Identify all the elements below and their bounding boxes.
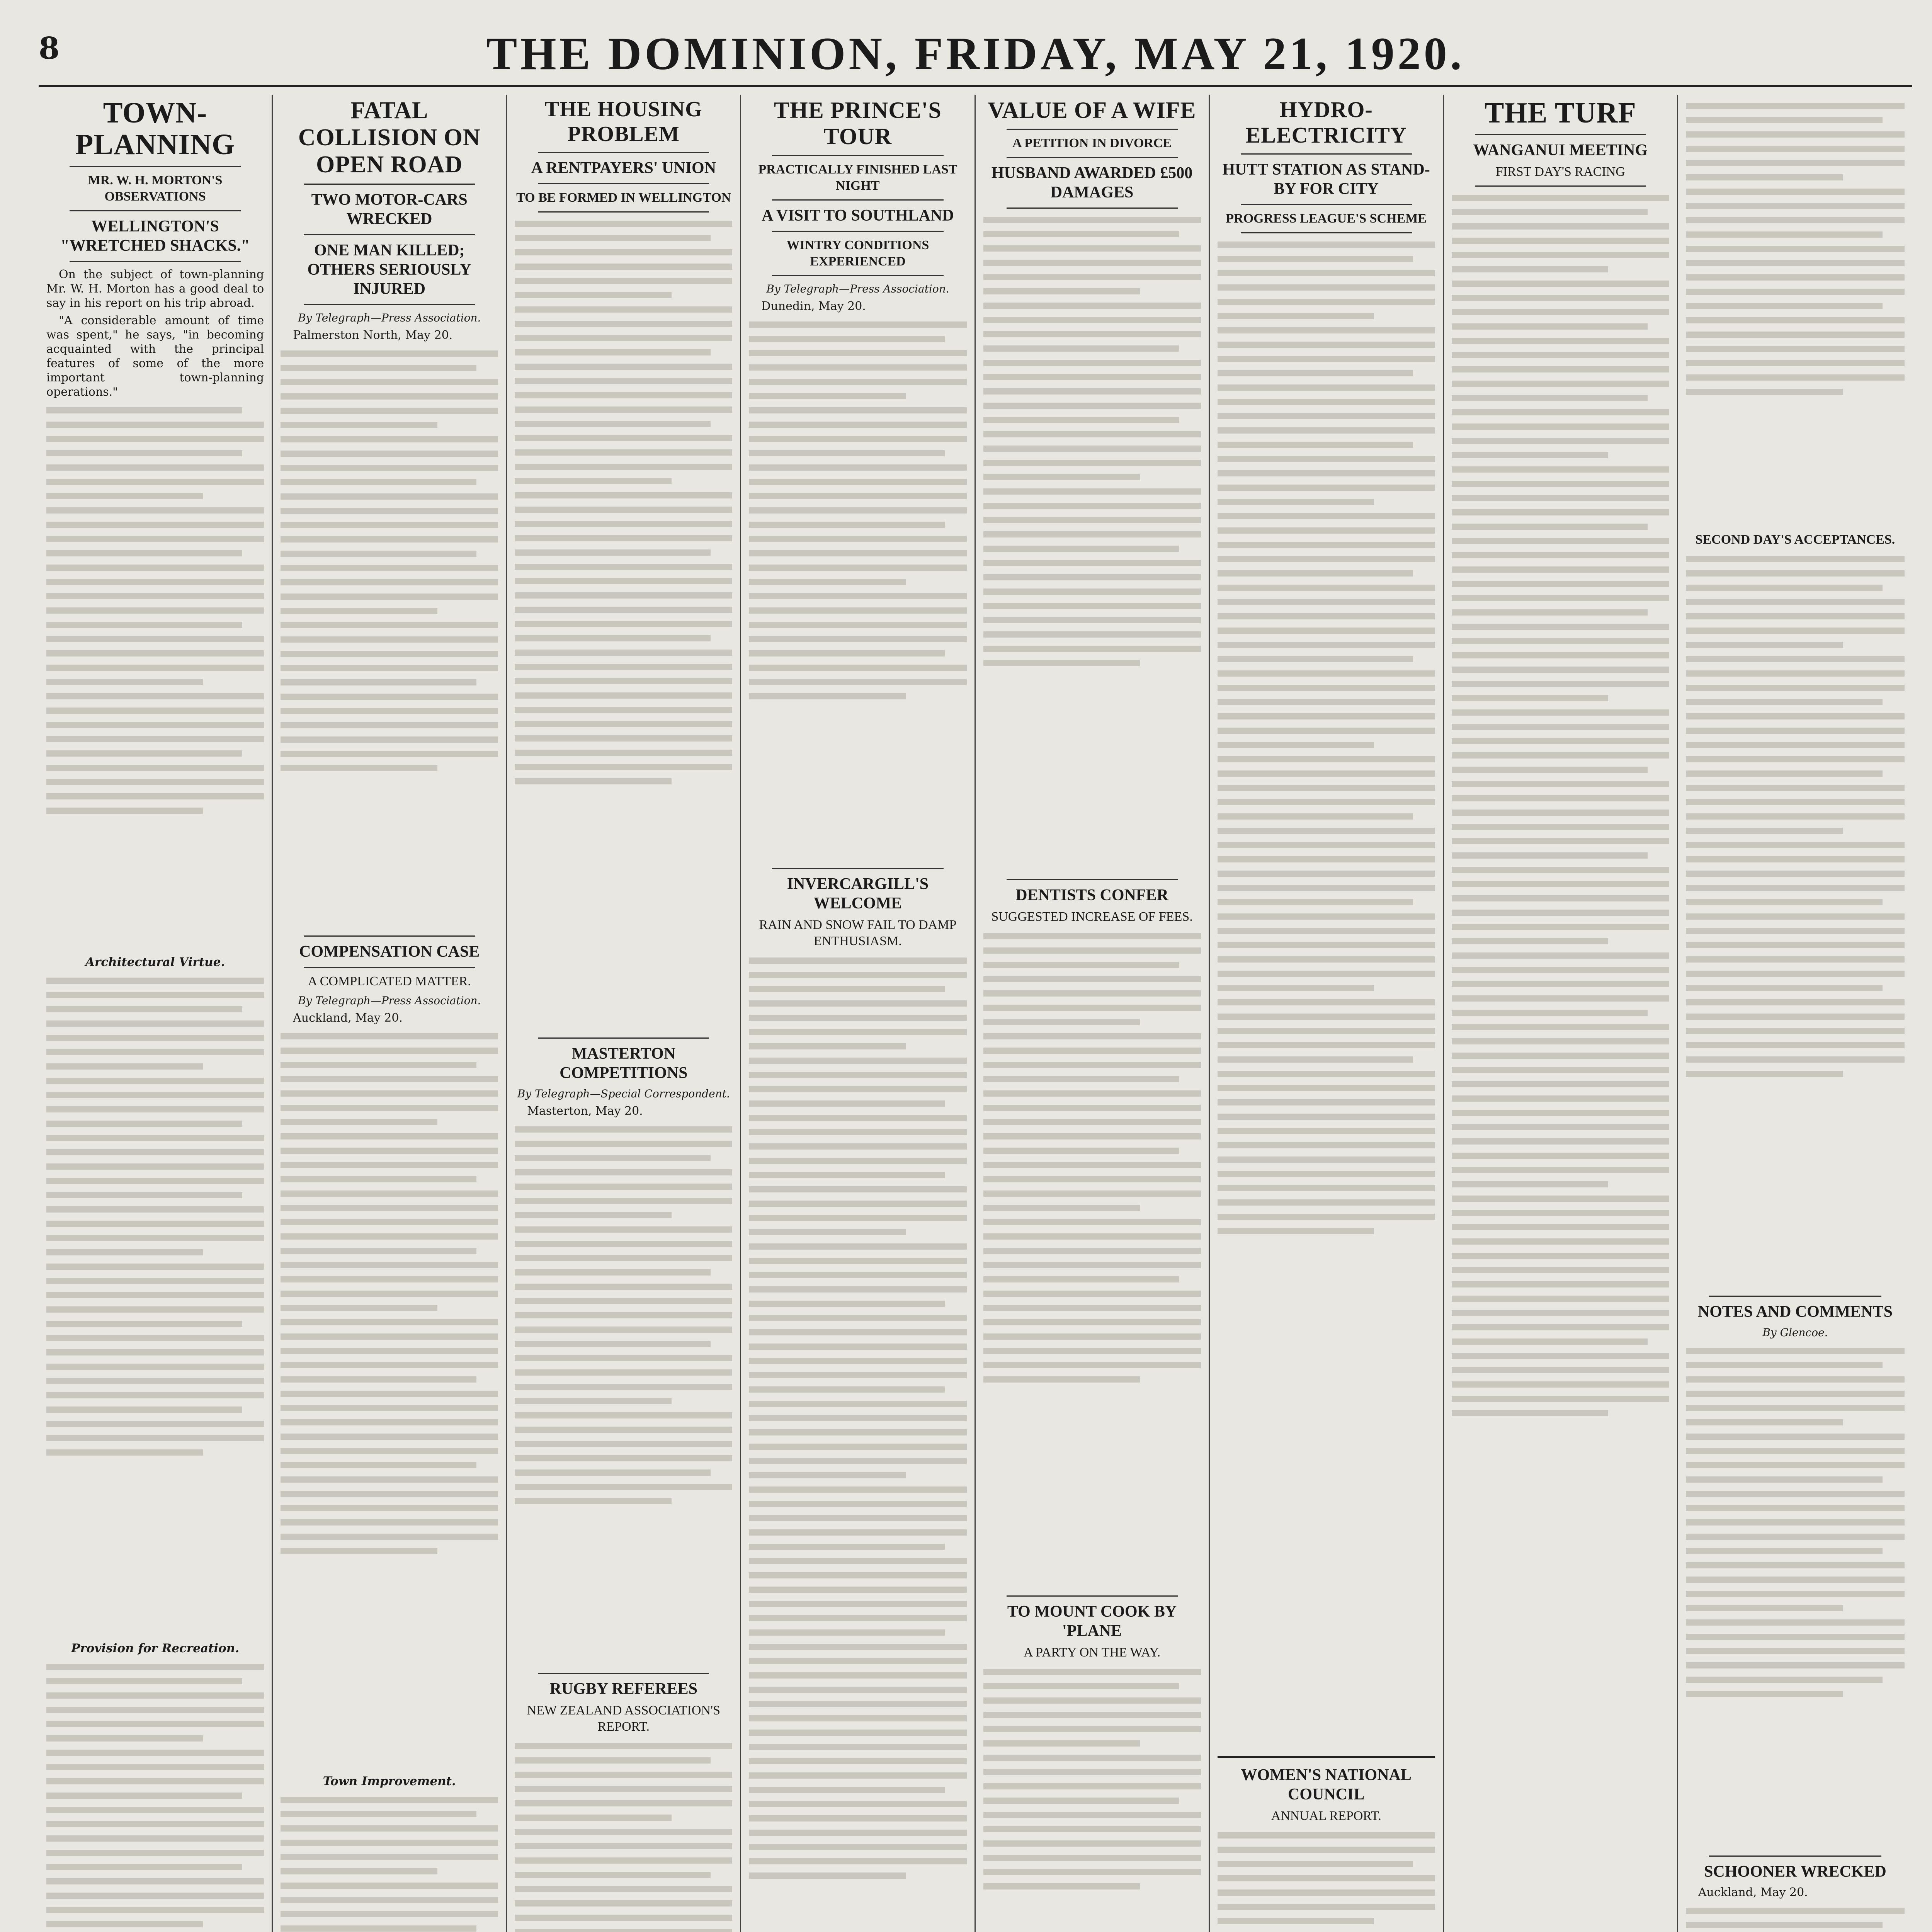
byline: By Telegraph—Press Association. xyxy=(298,994,481,1007)
subhead: RUGBY REFEREES xyxy=(549,1680,697,1698)
headline-value-of-a-wife: VALUE OF A WIFE xyxy=(988,97,1196,123)
column-princes-tour xyxy=(741,95,975,1932)
body-text xyxy=(46,1664,264,1932)
subhead: WINTRY CONDITIONS EXPERIENCED xyxy=(786,238,929,269)
subhead: PRACTICALLY FINISHED LAST NIGHT xyxy=(758,162,957,193)
subhead: HUTT STATION AS STAND-BY FOR CITY xyxy=(1222,161,1430,198)
subhead: ANNUAL REPORT. xyxy=(1271,1809,1381,1823)
byline: By Telegraph—Special Correspondent. xyxy=(517,1087,730,1100)
subhead: WELLINGTON'S "WRETCHED SHACKS." xyxy=(60,218,250,255)
subhead: A PARTY ON THE WAY. xyxy=(1024,1645,1161,1660)
subhead: SCHOONER WRECKED xyxy=(1704,1863,1886,1881)
masthead xyxy=(39,27,1912,87)
byline: By Telegraph—Press Association. xyxy=(766,282,949,295)
body-text xyxy=(46,978,264,1634)
headline-fatal-collision: FATAL COLLISION ON OPEN ROAD xyxy=(298,97,481,178)
body-text xyxy=(1686,1348,1905,1850)
subhead: WOMEN'S NATIONAL COUNCIL xyxy=(1241,1766,1412,1803)
race-results xyxy=(1686,103,1905,528)
body-text xyxy=(515,221,732,1032)
subhead: ONE MAN KILLED; OTHERS SERIOUSLY INJURED xyxy=(307,242,471,298)
dateline: Auckland, May 20. xyxy=(1698,1886,1808,1899)
dateline: Palmerston North, May 20. xyxy=(293,328,453,342)
body-text xyxy=(515,1126,732,1667)
headline-town-planning: TOWN-PLANNING xyxy=(75,97,235,161)
body-text xyxy=(281,1797,498,1932)
headline-the-turf: THE TURF xyxy=(1484,97,1636,129)
page-number: 8 xyxy=(39,31,60,66)
body-text xyxy=(1686,1908,1905,1932)
article-columns xyxy=(39,95,1912,1932)
article-paragraph: "A considerable amount of time was spent," he says, "in becoming acquainted with the principal features of some of the more important town-planning operations." xyxy=(46,314,264,399)
subhead: A RENTPAYERS' UNION xyxy=(531,159,716,177)
column-hydro-electricity xyxy=(1210,95,1444,1932)
subhead: A VISIT TO SOUTHLAND xyxy=(762,207,954,224)
subhead: MR. W. H. MORTON'S OBSERVATIONS xyxy=(88,173,223,204)
acceptances-list xyxy=(1686,556,1905,1290)
body-text xyxy=(749,321,966,862)
body-text xyxy=(983,1669,1201,1932)
byline: By Glencoe. xyxy=(1762,1326,1828,1339)
subhead: PROGRESS LEAGUE'S SCHEME xyxy=(1226,211,1427,226)
subhead: TWO MOTOR-CARS WRECKED xyxy=(311,191,468,228)
column-housing-problem xyxy=(507,95,741,1932)
race-results xyxy=(1452,195,1669,1932)
headline-housing-problem: THE HOUSING PROBLEM xyxy=(544,97,702,146)
dateline: Masterton, May 20. xyxy=(527,1104,643,1118)
column-town-planning xyxy=(39,95,273,1932)
column-turf-continued xyxy=(1678,95,1912,1932)
subhead: INVERCARGILL'S WELCOME xyxy=(787,875,929,912)
headline-princes-tour: THE PRINCE'S TOUR xyxy=(774,97,942,149)
newspaper-title: THE DOMINION, FRIDAY, MAY 21, 1920. xyxy=(486,28,1465,79)
body-text xyxy=(983,217,1201,874)
subhead: NOTES AND COMMENTS xyxy=(1697,1303,1893,1321)
subhead: MASTERTON COMPETITIONS xyxy=(560,1045,688,1082)
headline-hydro-electricity: HYDRO-ELECTRICITY xyxy=(1245,97,1407,148)
body-text xyxy=(46,407,264,948)
subhead: SECOND DAY'S ACCEPTANCES. xyxy=(1695,532,1895,547)
subhead: A PETITION IN DIVORCE xyxy=(1012,136,1172,150)
dateline: Auckland, May 20. xyxy=(293,1011,403,1025)
dateline: Dunedin, May 20. xyxy=(761,299,866,313)
section-subhead: Architectural Virtue. xyxy=(85,955,225,969)
subhead: FIRST DAY'S RACING xyxy=(1495,165,1625,179)
section-subhead: Town Improvement. xyxy=(323,1774,456,1788)
body-text xyxy=(983,933,1201,1590)
body-text xyxy=(749,957,966,1932)
subhead: RAIN AND SNOW FAIL TO DAMP ENTHUSIASM. xyxy=(759,918,957,948)
subhead: TO MOUNT COOK BY 'PLANE xyxy=(1007,1603,1177,1640)
byline: By Telegraph—Press Association. xyxy=(298,311,481,324)
body-text xyxy=(281,350,498,930)
subhead: TO BE FORMED IN WELLINGTON xyxy=(516,190,731,205)
subhead: HUSBAND AWARDED £500 DAMAGES xyxy=(991,164,1193,201)
column-the-turf xyxy=(1444,95,1678,1932)
subhead: COMPENSATION CASE xyxy=(299,943,480,961)
body-text xyxy=(281,1033,498,1767)
column-value-of-a-wife xyxy=(976,95,1210,1932)
body-text xyxy=(1218,242,1435,1748)
section-subhead: Provision for Recreation. xyxy=(71,1641,240,1655)
subhead: DENTISTS CONFER xyxy=(1015,886,1168,904)
subhead: A COMPLICATED MATTER. xyxy=(308,974,471,988)
column-fatal-collision xyxy=(273,95,507,1932)
body-text xyxy=(1218,1832,1435,1932)
subhead: SUGGESTED INCREASE OF FEES. xyxy=(991,910,1193,924)
body-text xyxy=(515,1743,732,1932)
subhead: WANGANUI MEETING xyxy=(1473,141,1648,159)
subhead: NEW ZEALAND ASSOCIATION'S REPORT. xyxy=(527,1703,720,1734)
article-paragraph: On the subject of town-planning Mr. W. H. Morton has a good deal to say in his report on his trip abroad. xyxy=(46,268,264,310)
